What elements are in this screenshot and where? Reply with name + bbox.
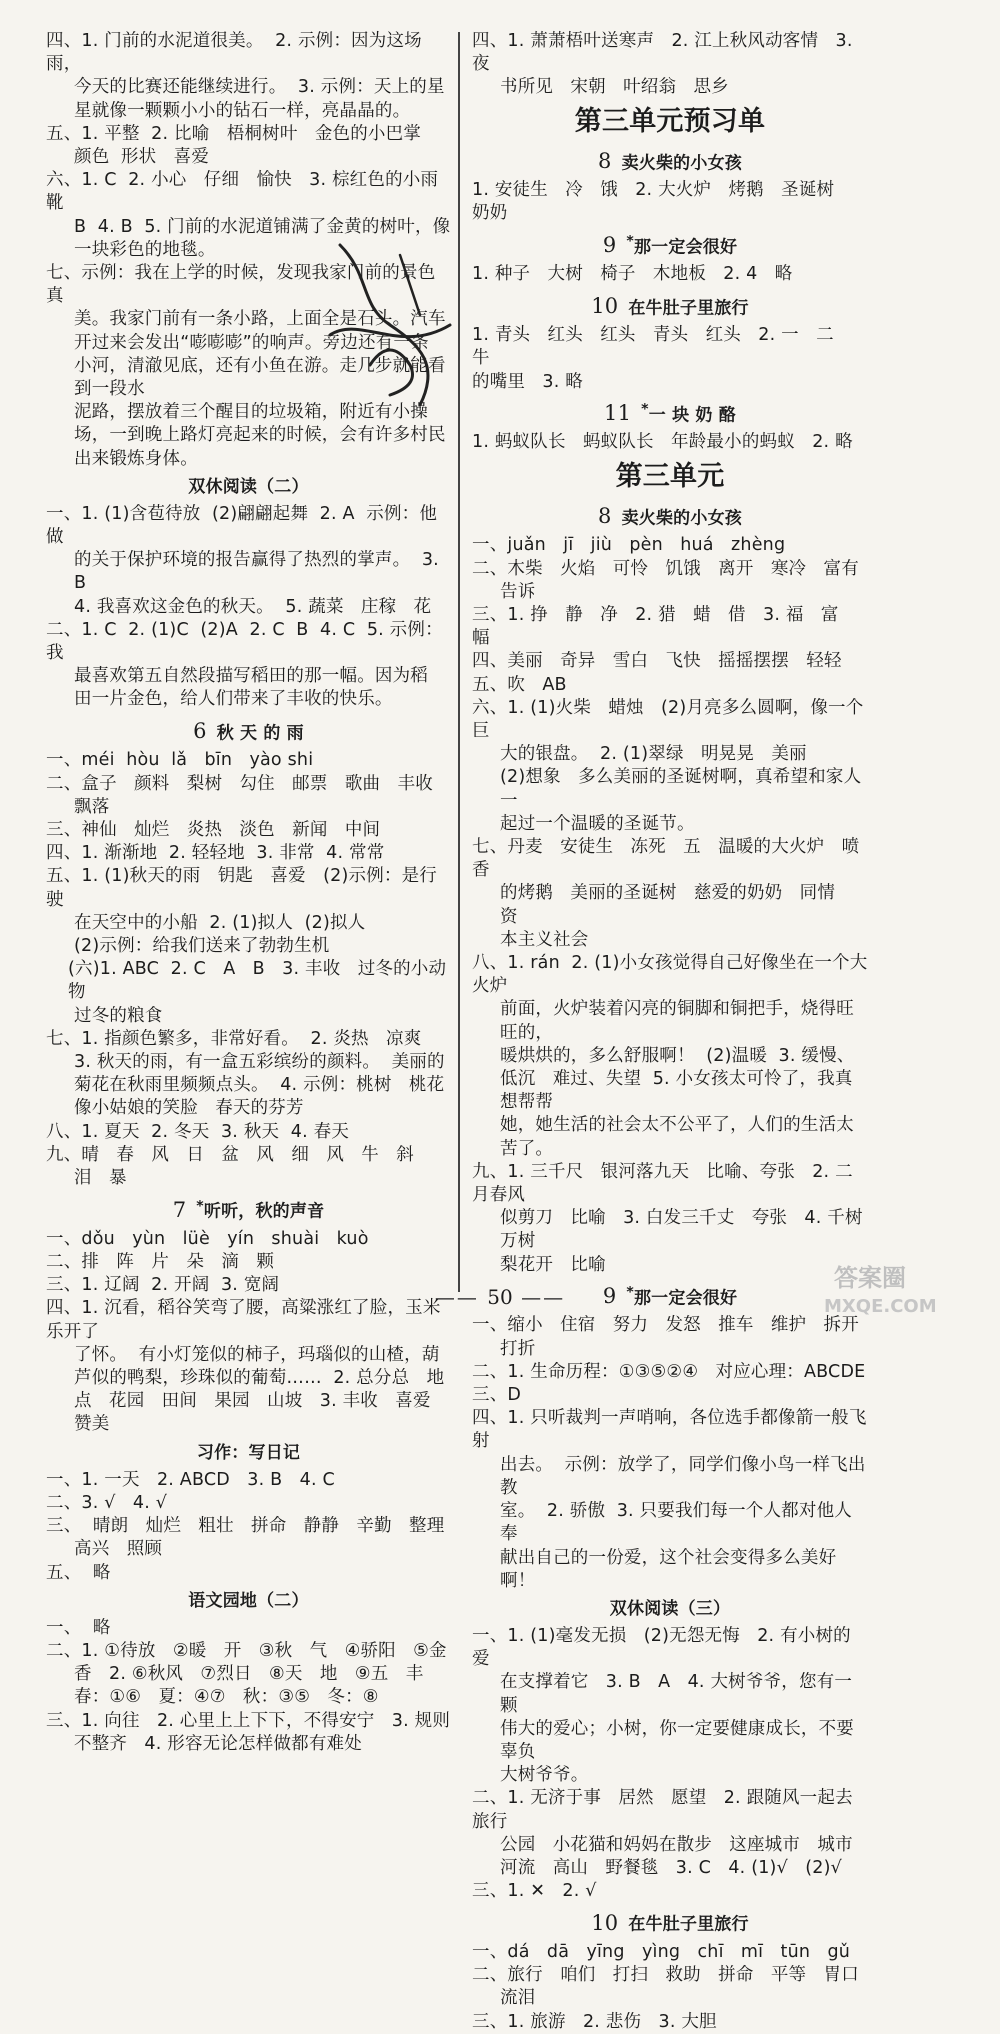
- answer-line: 三、D: [472, 1385, 522, 1406]
- answer-line: 二、1. ①待放 ②暖 开 ③秋 气 ④骄阳 ⑤金: [46, 1640, 447, 1661]
- answer-line: 过冬的粮食: [74, 1005, 163, 1026]
- answer-line: 起过一个温暖的圣诞节。: [500, 813, 695, 834]
- lesson-heading: [472, 144, 868, 178]
- answer-line: (六)1. ABC 2. C A B 3. 丰收 过冬的小动物: [68, 959, 447, 1003]
- optional-lesson-mark: *: [196, 1198, 204, 1215]
- answer-line: 颜色 形状 喜爱: [74, 147, 210, 168]
- lesson-heading: [472, 396, 868, 430]
- lesson-title: 一 块 奶 酪: [648, 405, 736, 426]
- lesson-number: 9: [602, 233, 617, 258]
- answer-line: 点 花园 田间 果园 山坡 3. 丰收 喜爱: [74, 1391, 431, 1412]
- answer-line: 出来锻炼身体。: [74, 448, 198, 469]
- answer-line: 告诉: [500, 581, 536, 602]
- right-answer-column: [472, 30, 868, 2034]
- answer-line: 三、1. ✕ 2. √: [472, 1881, 597, 1902]
- answer-line: 三、1. 挣 静 净 2. 猎 蜡 借 3. 福 富 幅: [472, 604, 856, 649]
- lesson-heading: [46, 1587, 451, 1615]
- answer-line: 一块彩色的地毯。: [74, 239, 216, 260]
- answer-line: 三、神仙 灿烂 炎热 淡色 新闻 中间: [46, 819, 381, 840]
- answer-line: 二、木柴 火焰 可怜 饥饿 离开 寒冷 富有: [472, 558, 859, 579]
- optional-lesson-mark: *: [626, 233, 634, 250]
- answer-line: 春：①⑥ 夏：④⑦ 秋：③⑤ 冬：⑧: [74, 1687, 379, 1708]
- answer-line: 1. 安徒生 冷 饿 2. 大火炉 烤鹅 圣诞树: [472, 180, 835, 201]
- answer-line: 出去。 示例：放学了，同学们像小鸟一样飞出教: [500, 1454, 866, 1498]
- answer-line: 九、1. 三千尺 银河落九天 比喻、夸张 2. 二月春风: [472, 1161, 853, 1205]
- lesson-number: 8: [598, 149, 612, 174]
- lesson-number: 6: [193, 719, 207, 744]
- answer-line: 大树爷爷。: [500, 1765, 589, 1786]
- lesson-heading: [472, 499, 868, 533]
- answer-line: 她，她生活的社会太不公平了，人们的生活太苦了。: [500, 1115, 854, 1159]
- answer-line: 书所见 宋朝 叶绍翁 思乡: [500, 77, 729, 98]
- lesson-number: 10: [591, 294, 619, 319]
- lesson-title: 语文园地（二）: [188, 1590, 309, 1611]
- lesson-title: 秋 天 的 雨: [216, 723, 304, 744]
- optional-lesson-mark: *: [641, 401, 649, 418]
- answer-line: 一、dá dā yīng yìng chī mī tūn gǔ: [472, 1942, 851, 1962]
- answer-line: 四、1. 萧萧梧叶送寒声 2. 江上秋风动客情 3. 夜: [472, 31, 859, 75]
- answer-line: 一、1. (1)含苞待放 (2)翩翩起舞 2. A 示例：他做: [46, 503, 438, 548]
- answer-line: 似剪刀 比喻 3. 白发三千丈 夸张 4. 千树万树: [500, 1208, 863, 1252]
- lesson-number: 11: [604, 401, 632, 426]
- lesson-title: 双休阅读（二）: [188, 476, 309, 497]
- lesson-title: 卖火柴的小女孩: [621, 508, 742, 529]
- answer-line: 三、1. 旅游 2. 悲伤 3. 大胆: [472, 2011, 717, 2032]
- answer-line: 1. 蚂蚁队长 蚂蚁队长 年龄最小的蚂蚁 2. 略: [472, 432, 853, 453]
- lesson-heading: [472, 228, 868, 262]
- answer-line: 一、 略: [46, 1617, 111, 1638]
- answer-line: 的嘴里 3. 略: [472, 371, 583, 392]
- answer-line: 在支撑着它 3. B A 4. 大树爷爷，您有一颗: [500, 1672, 853, 1716]
- answer-line: 二、1. 无济于事 居然 愿望 2. 跟随风一起去旅行: [472, 1788, 853, 1832]
- answer-line: 的关于保护环境的报告赢得了热烈的掌声。 3. B: [74, 550, 445, 594]
- answer-line: 田一片金色，给人们带来了丰收的快乐。: [74, 689, 393, 710]
- answer-line: 七、1. 指颜色繁多，非常好看。 2. 炎热 凉爽: [46, 1028, 422, 1049]
- unit-heading: 第三单元预习单: [574, 105, 766, 137]
- answer-line: 四、1. 渐渐地 2. 轻轻地 3. 非常 4. 常常: [46, 843, 385, 864]
- answer-line: 五、 略: [46, 1562, 111, 1583]
- lesson-heading: [472, 289, 868, 323]
- lesson-title: 双休阅读（三）: [609, 1598, 731, 1619]
- answer-line: 九、晴 春 风 日 盆 风 细 风 牛 斜: [46, 1144, 414, 1165]
- answer-line: 流泪: [500, 1988, 536, 2009]
- answer-line: 泥路，摆放着三个醒目的垃圾箱，附近有小操: [74, 402, 428, 423]
- lesson-title: 那一定会很好: [633, 1288, 738, 1309]
- answer-line: 七、丹麦 安徒生 冻死 五 温暖的大火炉 喷香: [472, 836, 860, 881]
- answer-line: 泪 暴: [74, 1168, 127, 1188]
- answer-line: 伟大的爱心；小树，你一定要健康成长，不要辜负: [500, 1718, 854, 1762]
- unit-heading: 第三单元: [615, 460, 725, 492]
- answer-line: 二、1. C 2. (1)C (2)A 2. C B 4. C 5. 示例：我: [46, 619, 443, 664]
- answer-line: 献出自己的一份爱，这个社会变得多么美好啊！: [500, 1547, 837, 1591]
- answer-line: 芦似的鸭梨，珍珠似的葡萄…… 2. 总分总 地: [74, 1368, 445, 1389]
- answer-line: 最喜欢第五自然段描写稻田的那一幅。因为稻: [74, 666, 428, 687]
- answer-line: 河流 高山 野餐毯 3. C 4. (1)√ (2)√: [500, 1857, 842, 1878]
- answer-line: 赞美: [74, 1414, 110, 1435]
- lesson-title: 那一定会很好: [633, 237, 738, 258]
- optional-lesson-mark: *: [626, 1284, 634, 1301]
- lesson-number: 9: [602, 1284, 617, 1309]
- svg-text:答案圈: 答案圈: [834, 1264, 906, 1292]
- answer-line: 在天空中的小船 2. (1)拟人 (2)拟人: [74, 912, 366, 933]
- answer-line: 四、美丽 奇异 雪白 飞快 摇摇摆摆 轻轻: [472, 651, 842, 672]
- lesson-heading: [46, 1439, 451, 1467]
- answer-line: 前面，火炉装着闪亮的铜脚和铜把手，烧得旺旺的，: [500, 999, 854, 1043]
- answer-line: 4. 我喜欢这金色的秋天。 5. 蔬菜 庄稼 花: [74, 596, 432, 617]
- answer-line: 美。我家门前有一条小路，上面全是石头。汽车: [74, 309, 446, 330]
- answer-line: 四、1. 门前的水泥道很美。 2. 示例：因为这场雨，: [46, 31, 422, 75]
- answer-line: 四、1. 沉看，稻谷笑弯了腰，高粱涨红了脸，玉米乐开了: [46, 1298, 441, 1342]
- lesson-number: 7: [172, 1197, 187, 1222]
- answer-line: 室。 2. 骄傲 3. 只要我们每一个人都对他人奉: [500, 1501, 852, 1545]
- lesson-heading: [472, 1905, 868, 1939]
- answer-line: 飘落: [74, 796, 110, 817]
- answer-line: 不整齐 4. 形容无论怎样做都有难处: [74, 1733, 362, 1754]
- answer-line: 二、旅行 咱们 打扫 救助 拼命 平等 胃口: [472, 1965, 859, 1986]
- answer-line: 打折: [500, 1338, 536, 1359]
- lesson-title: 在牛肚子里旅行: [628, 298, 749, 319]
- answer-line: 梨花开 比喻: [500, 1254, 606, 1275]
- lesson-title: 在牛肚子里旅行: [628, 1915, 749, 1935]
- answer-line: 三、1. 辽阔 2. 开阔 3. 宽阔: [46, 1275, 280, 1296]
- answer-line: 开过来会发出“嘭嘭嘭”的响声。旁边还有一条: [74, 332, 429, 353]
- answer-line: 像小姑娘的笑脸 春天的芬芳: [74, 1098, 304, 1119]
- answer-line: 1. 青头 红头 红头 青头 红头 2. 一 二 牛: [472, 325, 852, 369]
- answer-line: 低沉 难过、失望 5. 小女孩太可怜了，我真想帮帮: [500, 1068, 853, 1113]
- answer-line: (2)示例：给我们送来了勃勃生机: [74, 935, 330, 956]
- answer-line: 今天的比赛还能继续进行。 3. 示例：天上的星: [74, 77, 445, 98]
- answer-line: 八、1. rán 2. (1)小女孩觉得自己好像坐在一个大火炉: [472, 952, 868, 997]
- answer-line: 一、méi hòu lǎ bīn yào shi: [46, 750, 314, 771]
- site-watermark-logo: [804, 1260, 994, 1320]
- lesson-heading: [46, 714, 451, 748]
- answer-line: 小河，清澈见底，还有小鱼在游。走几步就能看到一段水: [74, 355, 446, 400]
- answer-line: 奶奶: [472, 203, 508, 224]
- answer-line: 二、1. 生命历程：①③⑤②④ 对应心理：ABCDE: [472, 1361, 866, 1382]
- answer-line: 1. 种子 大树 椅子 木地板 2. 4 略: [472, 264, 793, 285]
- answer-line: 一、1. (1)毫发无损 (2)无怨无悔 2. 有小树的爱: [472, 1625, 851, 1670]
- answer-line: 五、吹 AB: [472, 674, 567, 695]
- lesson-heading: [472, 1595, 868, 1623]
- answer-line: 五、1. (1)秋天的雨 钥匙 喜爱 (2)示例：是行驶: [46, 866, 438, 910]
- answer-line: 香 2. ⑥秋风 ⑦烈日 ⑧天 地 ⑨五 丰: [74, 1664, 424, 1685]
- answer-line: 二、3. √ 4. √: [46, 1492, 168, 1513]
- answer-line: 一、dǒu yùn lüè yín shuài kuò: [46, 1228, 369, 1249]
- answer-line: 公园 小花猫和妈妈在散步 这座城市 城市: [500, 1834, 853, 1855]
- answer-line: 三、 晴朗 灿烂 粗壮 拼命 静静 辛勤 整理: [46, 1516, 445, 1537]
- answer-line: 一、juǎn jī jiù pèn huá zhèng: [472, 535, 786, 556]
- answer-line: 一、缩小 住宿 努力 发怒 推车 维护 拆开: [472, 1315, 859, 1336]
- answer-line: 一、1. 一天 2. ABCD 3. B 4. C: [46, 1469, 335, 1490]
- answer-line: 大的银盘。 2. (1)翠绿 明晃晃 美丽: [500, 744, 807, 765]
- lesson-heading: [46, 473, 451, 501]
- answer-line: 六、1. (1)火柴 蜡烛 (2)月亮多么圆啊，像一个巨: [472, 697, 864, 741]
- column-divider: [458, 32, 460, 1292]
- svg-text:MXQE.COM: MXQE.COM: [824, 1296, 937, 1317]
- answer-line: 六、1. C 2. 小心 仔细 愉快 3. 棕红色的小雨靴: [46, 170, 439, 214]
- answer-line: 二、排 阵 片 朵 滴 颗: [46, 1252, 275, 1273]
- lesson-title: 习作：写日记: [196, 1442, 301, 1463]
- lesson-number: 10: [591, 1911, 619, 1935]
- answer-line: 三、1. 向往 2. 心里上上下下，不得安宁 3. 规则: [46, 1710, 451, 1731]
- answer-line: (2)想象 多么美丽的圣诞树啊，真希望和家人一: [500, 767, 862, 811]
- answer-line: 五、1. 平整 2. 比喻 梧桐树叶 金色的小巴掌: [46, 123, 422, 144]
- left-answer-column: [46, 30, 451, 1756]
- answer-line: 四、1. 只听裁判一声哨响，各位选手都像箭一般飞射: [472, 1408, 867, 1452]
- answer-line: 暖烘烘的，多么舒服啊！ (2)温暖 3. 缓慢、: [500, 1045, 855, 1066]
- answer-line: 本主义社会: [500, 929, 589, 950]
- answer-line: 七、示例：我在上学的时候，发现我家门前的景色真: [46, 263, 436, 307]
- answer-line: 高兴 照顾: [74, 1539, 163, 1560]
- answer-line: 的烤鹅 美丽的圣诞树 慈爱的奶奶 同情 资: [500, 883, 853, 927]
- answer-line: 二、盒子 颜料 梨树 勾住 邮票 歌曲 丰收: [46, 773, 433, 794]
- answer-line: B 4. B 5. 门前的水泥道铺满了金黄的树叶，像: [74, 216, 451, 237]
- answer-line: 菊花在秋雨里频频点头。 4. 示例：桃树 桃花: [74, 1075, 445, 1096]
- lesson-title: 听听，秋的声音: [203, 1201, 325, 1222]
- page-number: —— 50 ——: [434, 1285, 566, 1309]
- answer-line: 场，一到晚上路灯亮起来的时候，会有许多村民: [74, 425, 446, 446]
- lesson-number: 8: [598, 504, 612, 529]
- answer-line: 星就像一颗颗小小的钻石一样，亮晶晶的。: [74, 100, 411, 121]
- lesson-heading: [46, 1192, 451, 1226]
- answer-line: 八、1. 夏天 2. 冬天 3. 秋天 4. 春天: [46, 1121, 350, 1142]
- answer-line: 3. 秋天的雨，有一盒五彩缤纷的颜料。 美丽的: [74, 1051, 445, 1072]
- lesson-title: 卖火柴的小女孩: [621, 153, 742, 174]
- answer-line: 了怀。 有小灯笼似的柿子，玛瑙似的山楂，葫: [74, 1344, 440, 1365]
